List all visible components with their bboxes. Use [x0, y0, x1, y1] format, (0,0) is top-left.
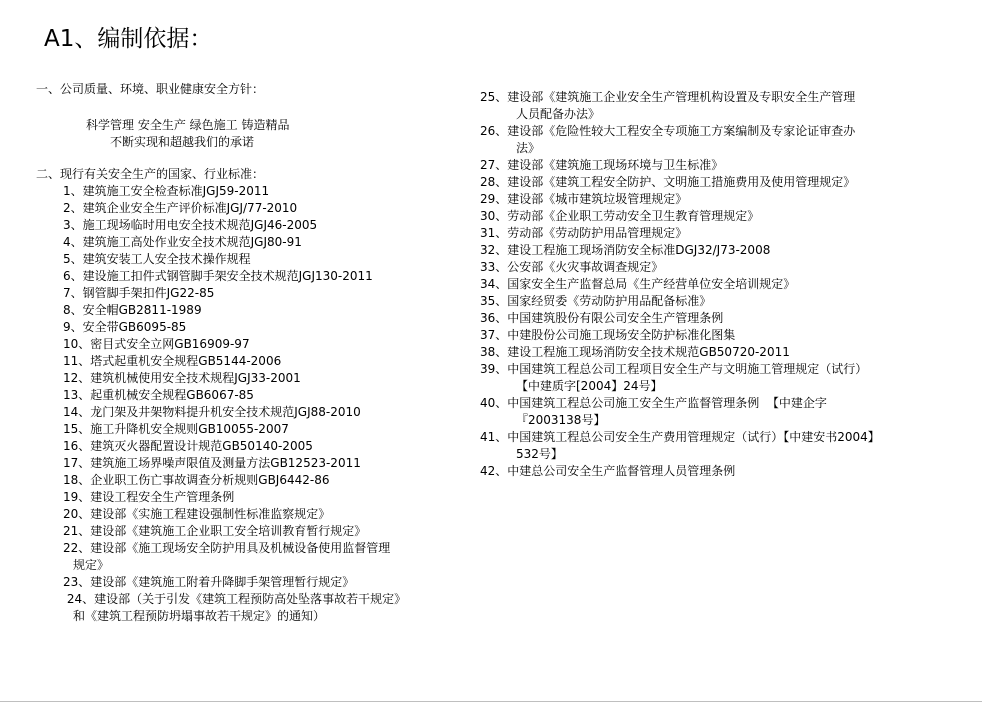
list-item [480, 276, 950, 293]
list-item-text: 26、建设部《危险性较大工程安全专项施工方案编制及专家论证审查办 [480, 124, 856, 138]
list-item-text: 24、建设部（关于引发《建筑工程预防高处坠落事故若干规定》 [63, 592, 407, 606]
list-item-text: 19、建设工程安全生产管理条例 [63, 490, 235, 504]
list-item-continuation: 532号】 [516, 447, 563, 461]
list-item [63, 336, 476, 353]
list-item [480, 395, 950, 429]
list-item-continuation: 人员配备办法》 [516, 107, 601, 121]
list-item [63, 489, 476, 506]
list-item [480, 89, 950, 123]
list-item [63, 183, 476, 200]
list-item [480, 259, 950, 276]
list-item-text: 15、施工升降机安全规则GB10055-2007 [63, 422, 289, 436]
list-item-text: 17、建筑施工场界噪声限值及测量方法GB12523-2011 [63, 456, 361, 470]
list-item-text: 36、中国建筑股份有限公司安全生产管理条例 [480, 311, 724, 325]
list-item [63, 200, 476, 217]
list-item-continuation: 法》 [516, 141, 541, 155]
list-item [480, 429, 950, 463]
list-item [63, 217, 476, 234]
list-item [480, 242, 950, 259]
list-item-text: 6、建设施工扣件式钢管脚手架安全技术规范JGJ130-2011 [63, 269, 373, 283]
list-item-text: 28、建设部《建筑工程安全防护、文明施工措施费用及使用管理规定》 [480, 175, 856, 189]
list-item [480, 191, 950, 208]
list-item [63, 421, 476, 438]
list-item [63, 472, 476, 489]
list-item-text: 4、建筑施工高处作业安全技术规范JGJ80-91 [63, 235, 302, 249]
right-column [480, 89, 950, 480]
list-item-text: 41、中国建筑工程总公司安全生产费用管理规定（试行）【中建安书2004】 [480, 430, 880, 444]
list-item-text: 1、建筑施工安全检查标准JGJ59-2011 [63, 184, 270, 198]
list-item-text: 37、中建股份公司施工现场安全防护标准化图集 [480, 328, 736, 342]
list-item-text: 9、安全带GB6095-85 [63, 320, 187, 334]
list-item-text: 16、建筑灭火器配置设计规范GB50140-2005 [63, 439, 313, 453]
list-item [63, 234, 476, 251]
list-item-text: 11、塔式起重机安全规程GB5144-2006 [63, 354, 282, 368]
list-item [480, 463, 950, 480]
list-item-text: 23、建设部《建筑施工附着升降脚手架管理暂行规定》 [63, 575, 355, 589]
standards-list-right [480, 89, 950, 480]
list-item-text: 34、国家安全生产监督总局《生产经营单位安全培训规定》 [480, 277, 796, 291]
list-item-continuation: 『2003138号】 [516, 413, 606, 427]
list-item-text: 18、企业职工伤亡事故调查分析规则GBJ6442-86 [63, 473, 330, 487]
left-column [36, 81, 476, 625]
bottom-divider [0, 701, 982, 702]
list-item-text: 38、建设工程施工现场消防安全技术规范GB50720-2011 [480, 345, 790, 359]
list-item-text: 8、安全帽GB2811-1989 [63, 303, 202, 317]
list-item-continuation: 规定》 [73, 558, 110, 572]
list-item [480, 157, 950, 174]
list-item [63, 370, 476, 387]
list-item-text: 27、建设部《建筑施工现场环境与卫生标准》 [480, 158, 724, 172]
list-item [63, 285, 476, 302]
list-item [63, 251, 476, 268]
list-item [480, 310, 950, 327]
list-item-text: 10、密目式安全立网GB16909-97 [63, 337, 250, 351]
list-item [63, 387, 476, 404]
list-item-text: 3、施工现场临时用电安全技术规范JGJ46-2005 [63, 218, 318, 232]
list-item-text: 13、起重机械安全规程GB6067-85 [63, 388, 254, 402]
list-item [63, 268, 476, 285]
motto-line-1: 科学管理 安全生产 绿色施工 铸造精品 [86, 118, 290, 132]
list-item-text: 12、建筑机械使用安全技术规程JGJ33-2001 [63, 371, 301, 385]
list-item [480, 225, 950, 242]
list-item-text: 21、建设部《建筑施工企业职工安全培训教育暂行规定》 [63, 524, 367, 538]
list-item-text: 29、建设部《城市建筑垃圾管理规定》 [480, 192, 688, 206]
section-heading-standards: 二、现行有关安全生产的国家、行业标准： [36, 167, 265, 181]
list-item-text: 30、劳动部《企业职工劳动安全卫生教育管理规定》 [480, 209, 760, 223]
list-item-text: 31、劳动部《劳动防护用品管理规定》 [480, 226, 688, 240]
list-item [63, 302, 476, 319]
list-item-text: 32、建设工程施工现场消防安全标准DGJ32/J73-2008 [480, 243, 771, 257]
list-item [63, 506, 476, 523]
list-item [480, 293, 950, 310]
section-heading-policy: 一、公司质量、环境、职业健康安全方针： [36, 82, 265, 96]
list-item [63, 574, 476, 591]
list-item [63, 319, 476, 336]
list-item [480, 174, 950, 191]
page-title: A1、编制依据： [44, 26, 213, 52]
list-item [63, 404, 476, 421]
list-item [63, 591, 476, 625]
list-item-text: 5、建筑安装工人安全技术操作规程 [63, 252, 251, 266]
list-item [480, 208, 950, 225]
list-item-text: 42、中建总公司安全生产监督管理人员管理条例 [480, 464, 736, 478]
motto-line-2: 不断实现和超越我们的承诺 [110, 135, 255, 149]
list-item-text: 33、公安部《火灾事故调查规定》 [480, 260, 664, 274]
list-item [63, 353, 476, 370]
list-item-text: 25、建设部《建筑施工企业安全生产管理机构设置及专职安全生产管理 [480, 90, 856, 104]
list-item-text: 40、中国建筑工程总公司施工安全生产监督管理条例 【中建企字 [480, 396, 827, 410]
standards-list-left [36, 183, 476, 625]
list-item-continuation: 【中建质字[2004】24号】 [516, 379, 663, 393]
list-item [480, 344, 950, 361]
list-item-text: 22、建设部《施工现场安全防护用具及机械设备使用监督管理 [63, 541, 391, 555]
list-item [63, 540, 476, 574]
list-item-continuation: 和《建筑工程预防坍塌事故若干规定》的通知） [73, 609, 326, 623]
list-item-text: 39、中国建筑工程总公司工程项目安全生产与文明施工管理规定（试行） [480, 362, 868, 376]
list-item [63, 523, 476, 540]
list-item-text: 20、建设部《实施工程建设强制性标准监察规定》 [63, 507, 331, 521]
list-item [480, 123, 950, 157]
list-item-text: 2、建筑企业安全生产评价标准JGJ/77-2010 [63, 201, 298, 215]
list-item [63, 438, 476, 455]
company-motto [36, 117, 476, 151]
list-item [480, 327, 950, 344]
list-item [63, 455, 476, 472]
list-item-text: 14、龙门架及井架物料提升机安全技术规范JGJ88-2010 [63, 405, 361, 419]
list-item-text: 7、钢管脚手架扣件JG22-85 [63, 286, 215, 300]
list-item [480, 361, 950, 395]
list-item-text: 35、国家经贸委《劳动防护用品配备标准》 [480, 294, 712, 308]
